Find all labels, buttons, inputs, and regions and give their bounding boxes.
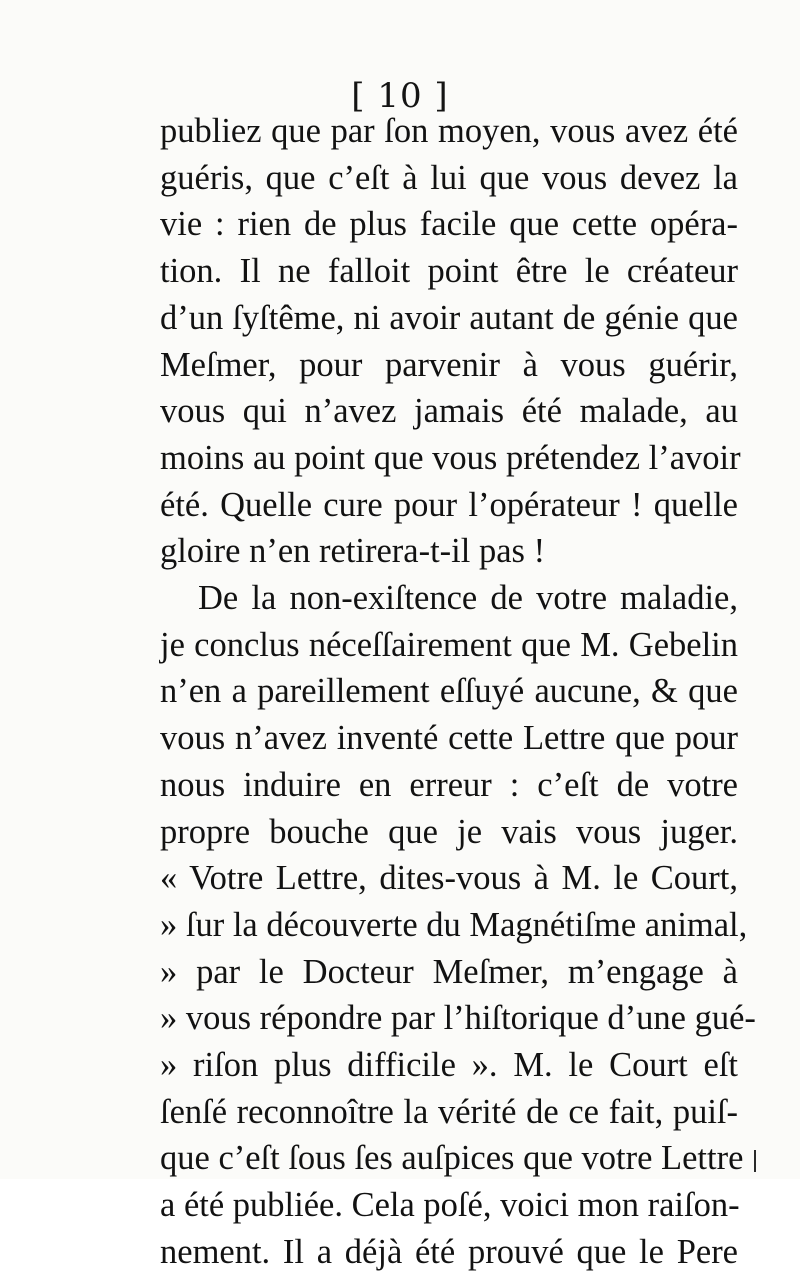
text-line: que c’eſt ſous ſes auſpices que votre Lettre <box>160 1139 744 1178</box>
quote-line: « Votre Lettre, dites-vous à M. le Court, <box>160 859 738 898</box>
text-line: été. Quelle cure pour l’opérateur ! quelle <box>160 485 738 524</box>
paragraph-start-line: De la non-exiſtence de votre maladie, <box>198 579 738 618</box>
page-edge-mark <box>754 1150 756 1172</box>
quote-line: » riſon plus difficile ». M. le Court eſt <box>160 1046 738 1085</box>
quote-line: » par le Docteur Meſmer, m’engage à <box>160 952 738 991</box>
text-line: nement. Il a déjà été prouvé que le Pere <box>160 1232 738 1271</box>
text-line: gloire n’en retirera-t-il pas ! <box>160 532 546 571</box>
text-line: guéris, que c’eſt à lui que vous devez la <box>160 158 738 197</box>
text-line: moins au point que vous prétendez l’avoir <box>160 438 741 477</box>
text-line: je conclus néceſſairement que M. Gebelin <box>160 625 738 664</box>
text-line: ſenſé reconnoître la vérité de ce fait, puiſ- <box>160 1092 738 1131</box>
quote-line: » ſur la découverte du Magnétiſme animal, <box>160 905 748 944</box>
body-text <box>160 108 756 1276</box>
text-line: propre bouche que je vais vous juger. <box>160 812 738 851</box>
text-line: n’en a pareillement eſſuyé aucune, & que <box>160 672 738 711</box>
text-line: d’un ſyſtême, ni avoir autant de génie que <box>160 298 738 337</box>
text-line: nous induire en erreur : c’eſt de votre <box>160 765 738 804</box>
page-number: [ 10 ] <box>351 76 449 116</box>
text-line: publiez que par ſon moyen, vous avez été <box>160 112 738 150</box>
text-line: vous qui n’avez jamais été malade, au <box>160 392 738 431</box>
text-line: Meſmer, pour parvenir à vous guérir, <box>160 345 738 384</box>
text-line: a été publiée. Cela poſé, voici mon raiſon- <box>160 1186 740 1225</box>
text-line: tion. Il ne falloit point être le créateur <box>160 252 738 291</box>
text-line: vie : rien de plus facile que cette opéra- <box>160 205 738 244</box>
quote-line: » vous répondre par l’hiſtorique d’une gué- <box>160 999 756 1038</box>
text-line: vous n’avez inventé cette Lettre que pour <box>160 719 738 758</box>
